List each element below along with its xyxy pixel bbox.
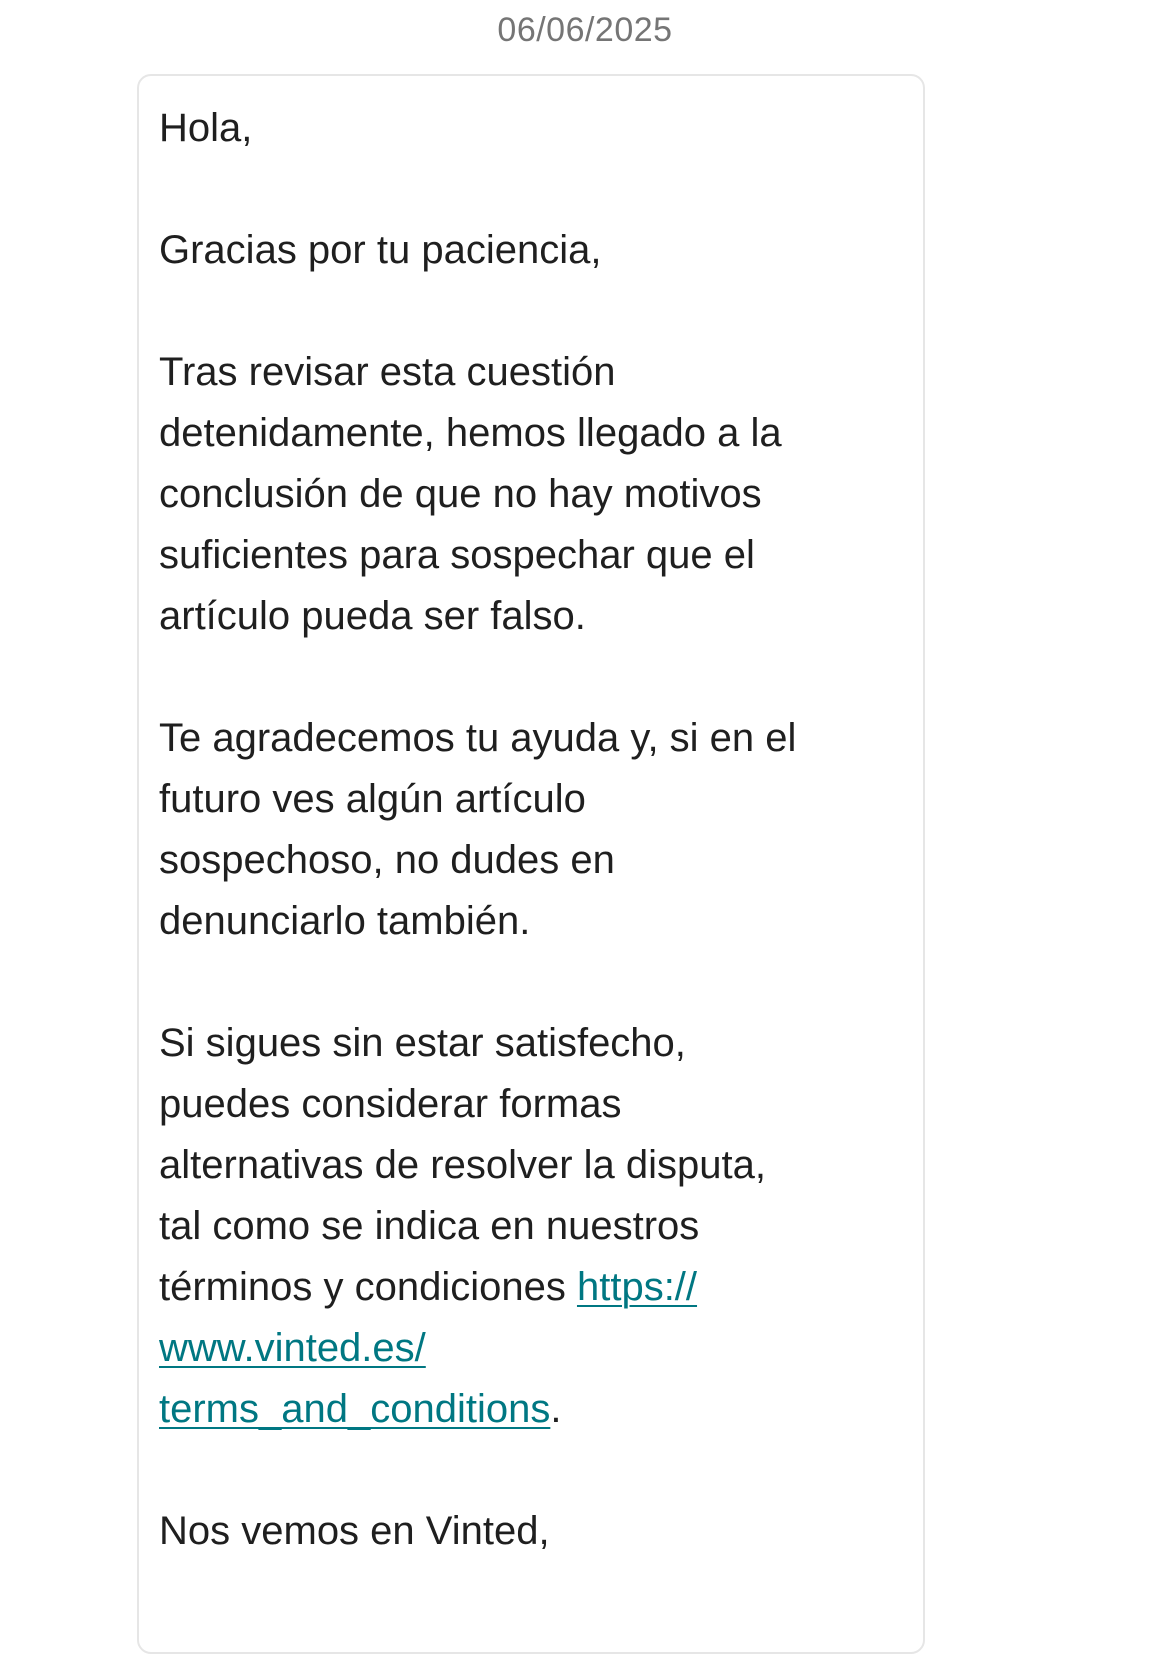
thanks-paragraph bbox=[159, 220, 903, 281]
review-line: conclusión de que no hay motivos bbox=[159, 472, 762, 516]
greeting-text: Hola, bbox=[159, 106, 253, 150]
help-line: Te agradecemos tu ayuda y, si en el bbox=[159, 716, 797, 760]
review-line: suficientes para sospechar que el bbox=[159, 533, 755, 577]
signoff-paragraph bbox=[159, 1501, 903, 1562]
dispute-paragraph bbox=[159, 1013, 903, 1440]
greeting-paragraph bbox=[159, 98, 903, 159]
help-line: denunciarlo también. bbox=[159, 899, 531, 943]
thanks-text: Gracias por tu paciencia, bbox=[159, 228, 602, 272]
dispute-line: términos y condiciones bbox=[159, 1265, 577, 1309]
link-trailing-period: . bbox=[550, 1387, 562, 1431]
help-line: futuro ves algún artículo bbox=[159, 777, 586, 821]
review-paragraph bbox=[159, 342, 903, 647]
review-line: artículo pueda ser falso. bbox=[159, 594, 586, 638]
terms-link-part-2[interactable]: www.vinted.es/ bbox=[159, 1326, 426, 1370]
terms-link-part-1[interactable]: https:// bbox=[576, 1265, 698, 1309]
signoff-text: Nos vemos en Vinted, bbox=[159, 1509, 550, 1553]
message-body bbox=[159, 98, 903, 1562]
help-paragraph bbox=[159, 708, 903, 952]
review-line: detenidamente, hemos llegado a la bbox=[159, 411, 782, 455]
message-bubble bbox=[137, 74, 925, 1654]
review-line: Tras revisar esta cuestión bbox=[159, 350, 616, 394]
dispute-line: alternativas de resolver la disputa, bbox=[159, 1143, 766, 1187]
message-date: 06/06/2025 bbox=[497, 11, 673, 49]
dispute-line: tal como se indica en nuestros bbox=[159, 1204, 700, 1248]
dispute-line: Si sigues sin estar satisfecho, bbox=[159, 1021, 686, 1065]
dispute-line: puedes considerar formas bbox=[159, 1082, 622, 1126]
help-line: sospechoso, no dudes en bbox=[159, 838, 615, 882]
terms-link-part-3[interactable]: terms_and_conditions bbox=[159, 1387, 551, 1431]
